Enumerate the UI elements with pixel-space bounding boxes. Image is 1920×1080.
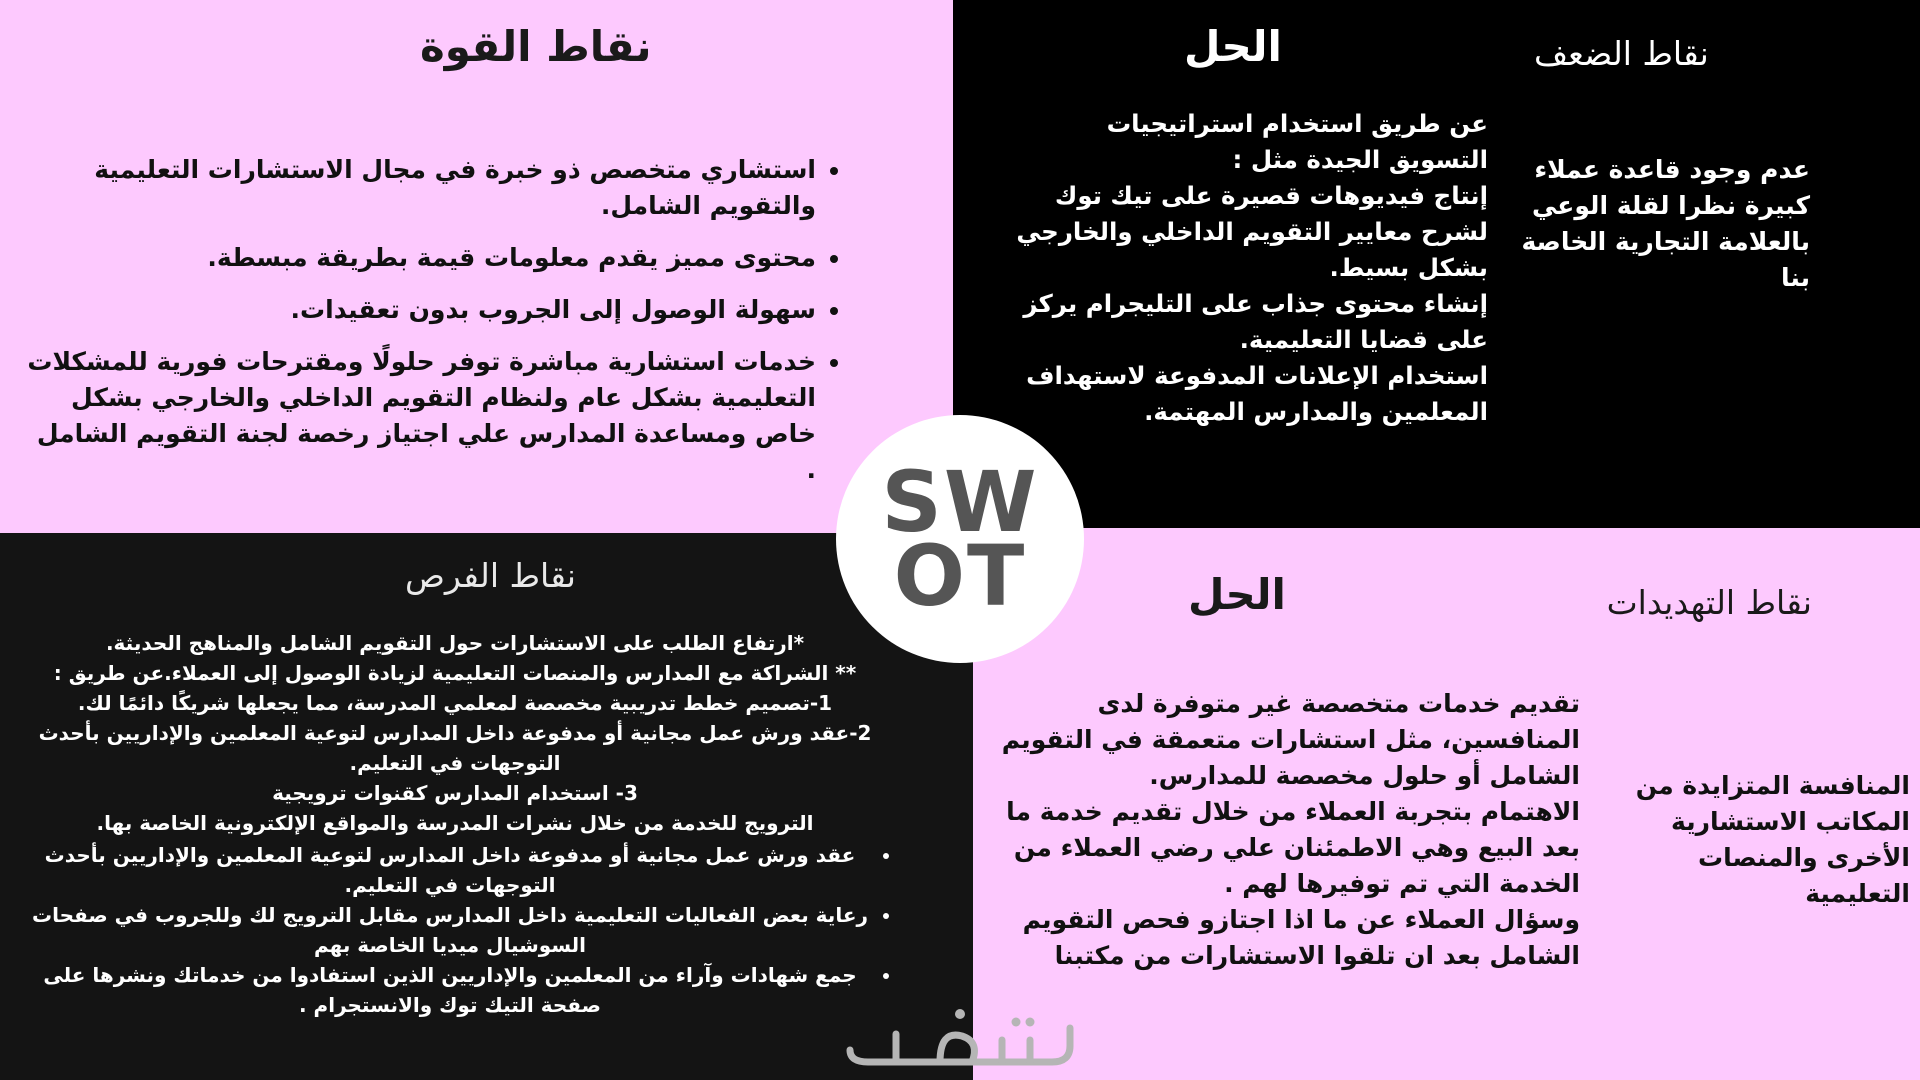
threats-title: نقاط التهديدات <box>1606 583 1812 622</box>
opportunity-bullet: • جمع شهادات وآراء من المعلمين والإداريين الذين استفادوا من خدماتك ونشرها على صفحة التيك توك والانستجرام . <box>30 960 870 1020</box>
opportunity-line: ** الشراكة مع المدارس والمنصات التعليمية لزيادة الوصول إلى العملاء.عن طريق : <box>53 661 857 685</box>
strength-item: • استشاري متخصص ذو خبرة في مجال الاستشارات التعليمية والتقويم الشامل. <box>26 152 816 224</box>
opportunities-title: نقاط الفرص <box>405 556 576 595</box>
weaknesses-text: عدم وجود قاعدة عملاء كبيرة نظرا لقلة الوعي بالعلامة التجارية الخاصة بنا <box>1521 155 1810 292</box>
opportunity-line: الترويج للخدمة من خلال نشرات المدرسة والمواقع الإلكترونية الخاصة بها. <box>96 811 814 835</box>
strength-item: • سهولة الوصول إلى الجروب بدون تعقيدات. <box>26 292 816 328</box>
threats-text: المنافسة المتزايدة من المكاتب الاستشارية الأخرى والمنصات التعليمية <box>1635 771 1910 908</box>
strength-item: • محتوى مميز يقدم معلومات قيمة بطريقة مبسطة. <box>26 240 816 276</box>
solution-line: عن طريق استخدام استراتيجيات التسويق الجيدة مثل : <box>1106 109 1488 174</box>
solution-line: وسؤال العملاء عن ما اذا اجتازو فحص التقويم الشامل بعد ان تلقوا الاستشارات من مكتبنا <box>1022 905 1580 970</box>
strengths-list <box>26 152 860 504</box>
solution-line: إنتاج فيديوهات قصيرة على تيك توك لشرح معايير التقويم الداخلي والخارجي بشكل بسيط. <box>1016 181 1488 282</box>
strengths-title: نقاط القوة <box>420 22 652 71</box>
opportunity-line: 2-عقد ورش عمل مجانية أو مدفوعة داخل المدارس لتوعية المعلمين والإداريين بأحدث التوجهات في التعليم. <box>38 721 872 775</box>
solution-line: استخدام الإعلانات المدفوعة لاستهداف المعلمين والمدارس المهتمة. <box>1026 361 1488 426</box>
opportunities-text <box>20 628 890 838</box>
opportunity-line: *ارتفاع الطلب على الاستشارات حول التقويم الشامل والمناهج الحديثة. <box>105 631 805 655</box>
swot-text-line-2: OT <box>893 527 1027 625</box>
strength-item: • خدمات استشارية مباشرة توفر حلولًا ومقترحات فورية للمشكلات التعليمية بشكل عام ولنظام التقويم الداخلي والخارجي بشكل خاص ومساعدة المدارس علي اجتياز رخصة لجنة التقويم الشامل . <box>26 344 816 488</box>
opportunity-line: 1-تصميم خطط تدريبية مخصصة لمعلمي المدرسة، مما يجعلها شريكًا دائمًا لك. <box>77 691 833 715</box>
weakness-solution-text <box>1010 106 1488 430</box>
threats-solution-title: الحل <box>1188 570 1286 619</box>
opportunity-bullet: • رعاية بعض الفعاليات التعليمية داخل المدارس مقابل الترويج لك وللجروب في صفحات السوشيال ميديا الخاصة بهم <box>30 900 870 960</box>
solution-line: إنشاء محتوى جذاب على التليجرام يركز على قضايا التعليمية. <box>1023 289 1488 354</box>
solution-line: الاهتمام بتجربة العملاء من خلال تقديم خدمة ما بعد البيع وهي الاطمئنان علي رضي العملاء من الخدمة التي تم توفيرها لهم . <box>1006 797 1580 898</box>
opportunity-line: 3- استخدام المدارس كقنوات ترويجية <box>272 781 638 805</box>
weaknesses-title: نقاط الضعف <box>1534 34 1709 73</box>
threats-solution-text <box>995 686 1580 974</box>
opportunity-bullet: • عقد ورش عمل مجانية أو مدفوعة داخل المدارس لتوعية المعلمين والإداريين بأحدث التوجهات في التعليم. <box>30 840 870 900</box>
opportunities-bullets <box>30 840 902 1020</box>
swot-text-line-1: SW <box>881 453 1039 551</box>
solution-line: تقديم خدمات متخصصة غير متوفرة لدى المنافسين، مثل استشارات متعمقة في التقويم الشامل أو حلول مخصصة للمدارس. <box>1001 689 1580 790</box>
swot-circle <box>836 415 1084 663</box>
weakness-solution-title: الحل <box>1184 22 1282 71</box>
khamsat-logo-watermark <box>840 1000 1080 1070</box>
